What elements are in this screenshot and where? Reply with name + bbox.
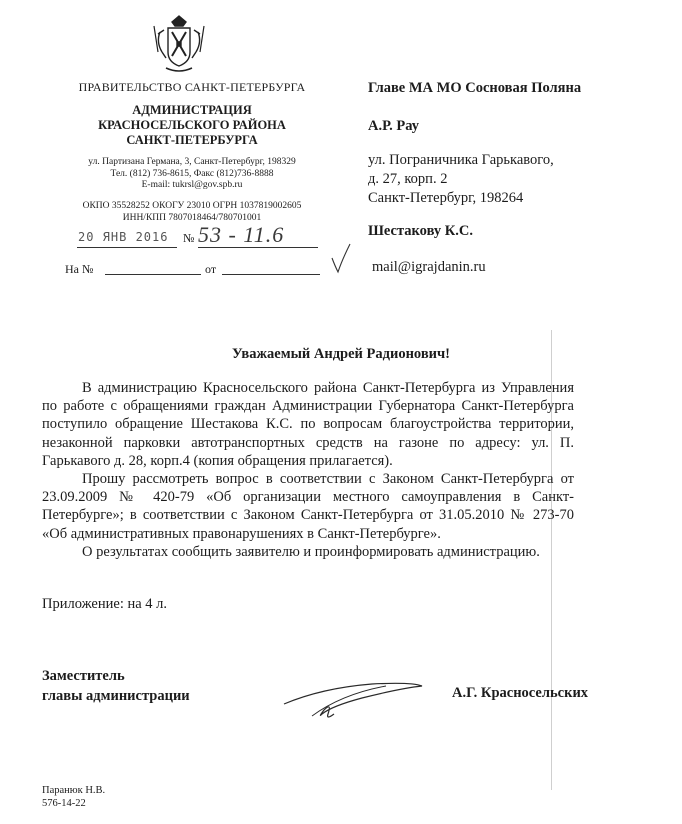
codes-line: ОКПО 35528252 ОКОГУ 23010 ОГРН 1037819002605 xyxy=(82,201,302,211)
sender-contacts xyxy=(0,157,384,192)
executor-name: Паранюк Н.В. xyxy=(42,785,106,796)
paragraph-3: О результатах сообщить заявителю и проинформировать администрацию. xyxy=(82,543,540,560)
admin-line-3: САНКТ-ПЕТЕРБУРГА xyxy=(126,133,258,147)
government-header: ПРАВИТЕЛЬСТВО САНКТ-ПЕТЕРБУРГА xyxy=(78,80,306,94)
paragraph-1: В администрацию Красносельского района Санкт-Петербурга из Управления по работе с обращениями граждан Администрации Губернатора Санкт-Петербурга поступило обращение Шестакова К.С. по вопросам благоустройства территории, незаконной парковки автотранспортных средств на газоне по адресу: ул. П. Гарькавого д. 28, корп.4 (копия обращения прилагается). xyxy=(42,380,574,469)
signer-name: А.Г. Красносельских xyxy=(452,685,589,701)
date-underline xyxy=(77,247,177,248)
letter-body xyxy=(42,379,574,561)
administration-name xyxy=(0,103,384,148)
paragraph-2: Прошу рассмотреть вопрос в соответствии с Законом Санкт-Петербурга от 23.09.2009 № 420-79 «Об организации местного самоуправления в Санкт-Петербурге»; в соответствии с Законом Санкт-Петербурга от 31.05.2010 № 273-70 «Об административных правонарушениях в Санкт-Петербурге». xyxy=(42,471,574,542)
reply-from-label: от xyxy=(205,262,217,276)
sender-codes xyxy=(0,201,384,224)
executor-info xyxy=(42,784,105,810)
reply-number-line xyxy=(105,274,201,275)
signer-role xyxy=(42,666,190,706)
letter-greeting: Уважаемый Андрей Радионович! xyxy=(231,346,451,362)
reply-to-label: На № xyxy=(65,262,94,276)
appendix-note: Приложение: на 4 л. xyxy=(42,596,168,612)
sender-phone: Тел. (812) 736-8615, Факс (812)736-8888 xyxy=(110,168,274,179)
recipient-name: А.Р. Рау xyxy=(368,118,420,134)
sender-email: E-mail: tukrsl@gov.spb.ru xyxy=(141,180,243,190)
recipient-email: mail@igrajdanin.ru xyxy=(372,259,486,275)
admin-line-1: АДМИНИСТРАЦИЯ xyxy=(132,103,252,117)
signer-role-line-2: главы администрации xyxy=(42,688,190,704)
coat-of-arms-icon xyxy=(150,12,208,74)
handwritten-reg-number: 53 - 11.6 xyxy=(198,222,285,247)
date-stamp: 20 ЯНВ 2016 xyxy=(78,230,169,244)
number-label: № xyxy=(183,231,195,245)
recipient-address xyxy=(368,151,554,208)
recipient-address-line-2: д. 27, корп. 2 xyxy=(368,171,448,187)
recipient-address-line-1: ул. Пограничника Гарькавого, xyxy=(368,152,554,168)
signer-role-line-1: Заместитель xyxy=(42,668,125,684)
recipient-address-line-3: Санкт-Петербург, 198264 xyxy=(368,190,524,206)
admin-line-2: КРАСНОСЕЛЬСКОГО РАЙОНА xyxy=(98,118,286,132)
executor-phone: 576-14-22 xyxy=(42,798,86,809)
recipient-title: Главе МА МО Сосновая Поляна xyxy=(368,80,582,96)
sender-address: ул. Партизана Германа, 3, Санкт-Петербург, 198329 xyxy=(88,157,296,167)
number-underline xyxy=(198,247,318,248)
reply-date-line xyxy=(222,274,320,275)
check-mark-icon xyxy=(330,242,352,274)
handwritten-signature xyxy=(282,674,432,724)
second-recipient: Шестакову К.С. xyxy=(368,223,474,239)
inn-line: ИНН/КПП 7807018464/780701001 xyxy=(122,212,262,223)
